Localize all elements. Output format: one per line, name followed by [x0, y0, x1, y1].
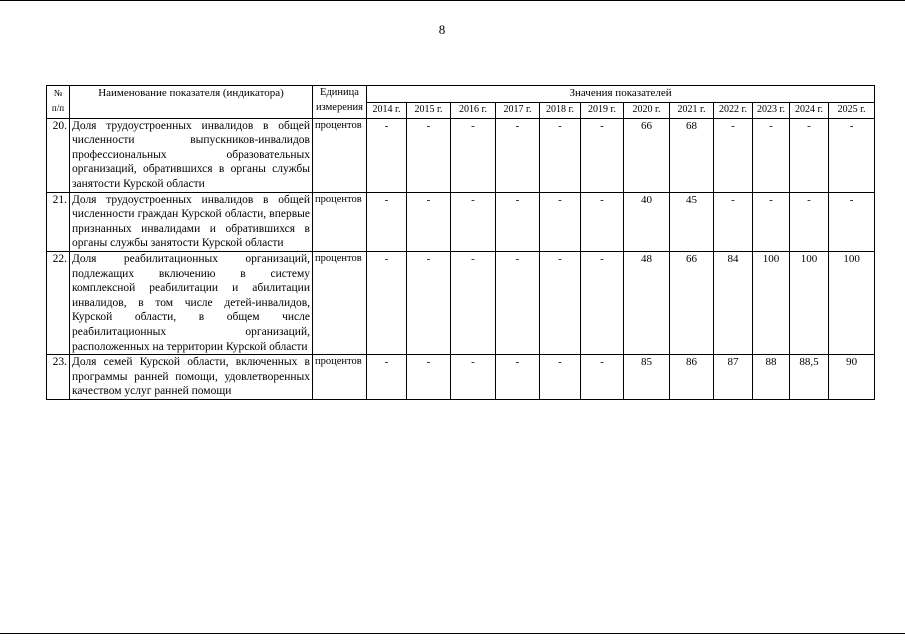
table-row — [47, 355, 875, 400]
value-cell: 40 — [624, 192, 670, 251]
value-cell: - — [367, 355, 407, 400]
value-cell: 68 — [670, 118, 714, 192]
value-cell: - — [753, 118, 790, 192]
header-unit: Единица измерения — [313, 86, 367, 119]
header-values-group: Значения показателей — [367, 86, 875, 103]
value-cell: - — [451, 355, 496, 400]
page-number: 8 — [438, 22, 446, 37]
value-cell: - — [581, 355, 624, 400]
table-row — [47, 118, 875, 192]
value-cell: - — [540, 192, 581, 251]
header-num: № п/п — [47, 86, 70, 119]
value-cell: 87 — [714, 355, 753, 400]
indicators-table — [46, 85, 875, 400]
header-year: 2014 г. — [367, 103, 407, 119]
value-cell: - — [790, 118, 829, 192]
value-cell: - — [496, 355, 540, 400]
value-cell: 100 — [753, 251, 790, 354]
value-cell: - — [540, 118, 581, 192]
header-year: 2025 г. — [829, 103, 875, 119]
value-cell: - — [496, 118, 540, 192]
row-number: 20. — [47, 118, 70, 192]
table-row — [47, 251, 875, 354]
value-cell: - — [714, 192, 753, 251]
header-year: 2021 г. — [670, 103, 714, 119]
row-number: 22. — [47, 251, 70, 354]
value-cell: - — [496, 192, 540, 251]
header-row-top — [47, 86, 875, 103]
value-cell: - — [581, 118, 624, 192]
table-row — [47, 192, 875, 251]
value-cell: 48 — [624, 251, 670, 354]
header-name: Наименование показателя (индикатора) — [70, 86, 313, 119]
indicator-name: Доля семей Курской области, включенных в программы ранней помощи, удовлетворенных качеством услуг ранней помощи — [70, 355, 313, 400]
header-year: 2015 г. — [407, 103, 451, 119]
value-cell: - — [581, 251, 624, 354]
value-cell: - — [451, 118, 496, 192]
indicator-unit: процентов — [313, 355, 367, 400]
value-cell: - — [407, 118, 451, 192]
indicator-unit: процентов — [313, 251, 367, 354]
value-cell: 100 — [790, 251, 829, 354]
value-cell: - — [496, 251, 540, 354]
value-cell: - — [367, 192, 407, 251]
value-cell: - — [407, 192, 451, 251]
value-cell: 66 — [670, 251, 714, 354]
scan-edge-bottom — [0, 633, 905, 634]
value-cell: 90 — [829, 355, 875, 400]
value-cell: - — [451, 251, 496, 354]
header-year: 2017 г. — [496, 103, 540, 119]
value-cell: - — [829, 192, 875, 251]
indicator-name: Доля трудоустроенных инвалидов в общей численности выпускников-инвалидов профессиональных образовательных организаций, обратившихся в органы службы занятости Курской области — [70, 118, 313, 192]
header-year: 2016 г. — [451, 103, 496, 119]
value-cell: 88 — [753, 355, 790, 400]
indicator-unit: процентов — [313, 192, 367, 251]
header-year: 2023 г. — [753, 103, 790, 119]
value-cell: - — [581, 192, 624, 251]
header-year: 2024 г. — [790, 103, 829, 119]
value-cell: - — [829, 118, 875, 192]
indicator-unit: процентов — [313, 118, 367, 192]
indicator-name: Доля реабилитационных организаций, подлежащих включению в систему комплексной реабилитации и абилитации инвалидов, в том числе детей-инвалидов, Курской области, в общем числе реабилитационных организаций, расположенных на территории Курской области — [70, 251, 313, 354]
header-year: 2022 г. — [714, 103, 753, 119]
value-cell: - — [407, 355, 451, 400]
value-cell: - — [790, 192, 829, 251]
row-number: 23. — [47, 355, 70, 400]
value-cell: - — [367, 251, 407, 354]
value-cell: - — [451, 192, 496, 251]
value-cell: 85 — [624, 355, 670, 400]
value-cell: - — [714, 118, 753, 192]
header-year: 2020 г. — [624, 103, 670, 119]
scan-edge-top — [0, 0, 905, 7]
value-cell: 84 — [714, 251, 753, 354]
value-cell: 45 — [670, 192, 714, 251]
value-cell: - — [367, 118, 407, 192]
value-cell: 100 — [829, 251, 875, 354]
value-cell: 86 — [670, 355, 714, 400]
row-number: 21. — [47, 192, 70, 251]
value-cell: - — [753, 192, 790, 251]
table-body — [47, 118, 875, 399]
indicator-name: Доля трудоустроенных инвалидов в общей численности граждан Курской области, впервые признанных инвалидами и обратившихся в органы службы занятости Курской области — [70, 192, 313, 251]
table-header — [47, 86, 875, 119]
value-cell: - — [540, 251, 581, 354]
header-year: 2019 г. — [581, 103, 624, 119]
value-cell: 66 — [624, 118, 670, 192]
value-cell: - — [407, 251, 451, 354]
header-year: 2018 г. — [540, 103, 581, 119]
value-cell: - — [540, 355, 581, 400]
value-cell: 88,5 — [790, 355, 829, 400]
